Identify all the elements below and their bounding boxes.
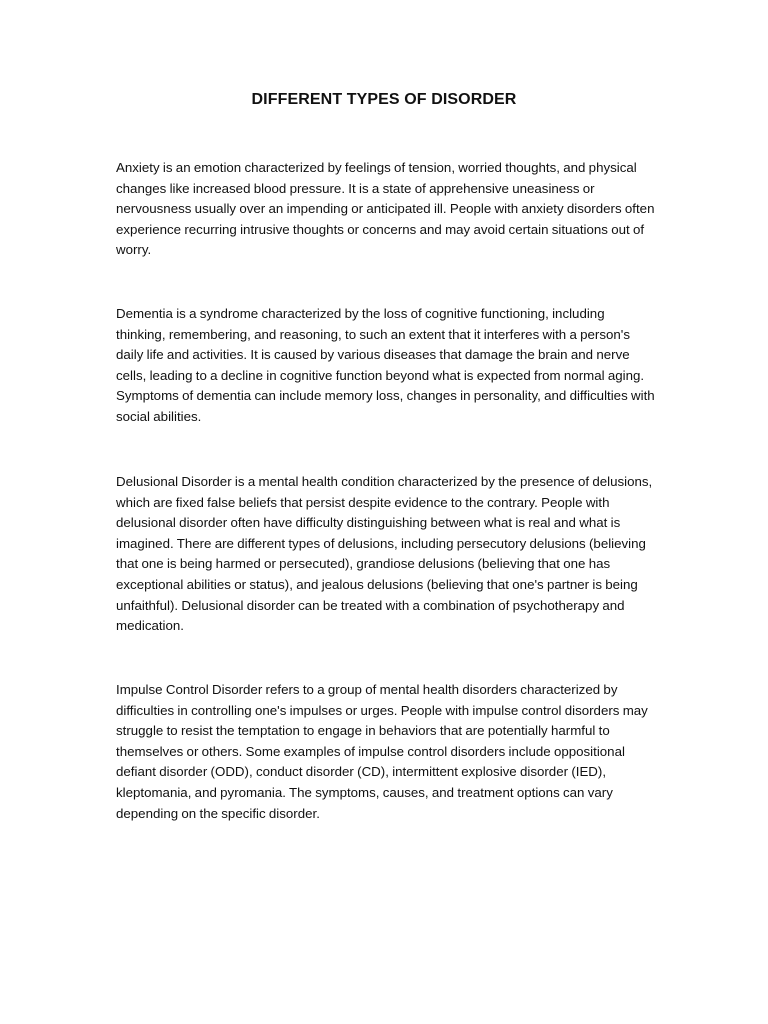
paragraph-impulse-control-disorder: Impulse Control Disorder refers to a group of mental health disorders characterized by difficulties in controlling one's impulses or urges. People with impulse control disorders may struggle to resist the temptation to engage in behaviors that are potentially harmful to themselves or others. Some examples of impulse control disorders include oppositional defiant disorder (ODD), conduct disorder (CD), intermittent explosive disorder (IED), kleptomania, and pyromania. The symptoms, causes, and treatment options can vary depending on the specific disorder. — [116, 682, 648, 821]
paragraph-anxiety: Anxiety is an emotion characterized by feelings of tension, worried thoughts, and physical changes like increased blood pressure. It is a state of apprehensive uneasiness or nervousness usually over an impending or anticipated ill. People with anxiety disorders often experience recurring intrusive thoughts or concerns and may avoid certain situations out of worry. — [116, 160, 655, 258]
document-title: DIFFERENT TYPES OF DISORDER — [251, 91, 517, 108]
paragraph-delusional-disorder: Delusional Disorder is a mental health condition characterized by the presence of delusions, which are fixed false beliefs that persist despite evidence to the contrary. People with delusional disorder often have difficulty distinguishing between what is real and what is imagined. There are different types of delusions, including persecutory delusions (believing that one is being harmed or persecuted), grandiose delusions (believing that one has exceptional abilities or status), and jealous delusions (believing that one's partner is being unfaithful). Delusional disorder can be treated with a combination of psychotherapy and medication. — [116, 474, 653, 634]
paragraph-dementia: Dementia is a syndrome characterized by the loss of cognitive functioning, including thinking, remembering, and reasoning, to such an extent that it interferes with a person's daily life and activities. It is caused by various diseases that damage the brain and nerve cells, leading to a decline in cognitive function beyond what is expected from normal aging. Symptoms of dementia can include memory loss, changes in personality, and difficulties with social abilities. — [116, 306, 655, 424]
